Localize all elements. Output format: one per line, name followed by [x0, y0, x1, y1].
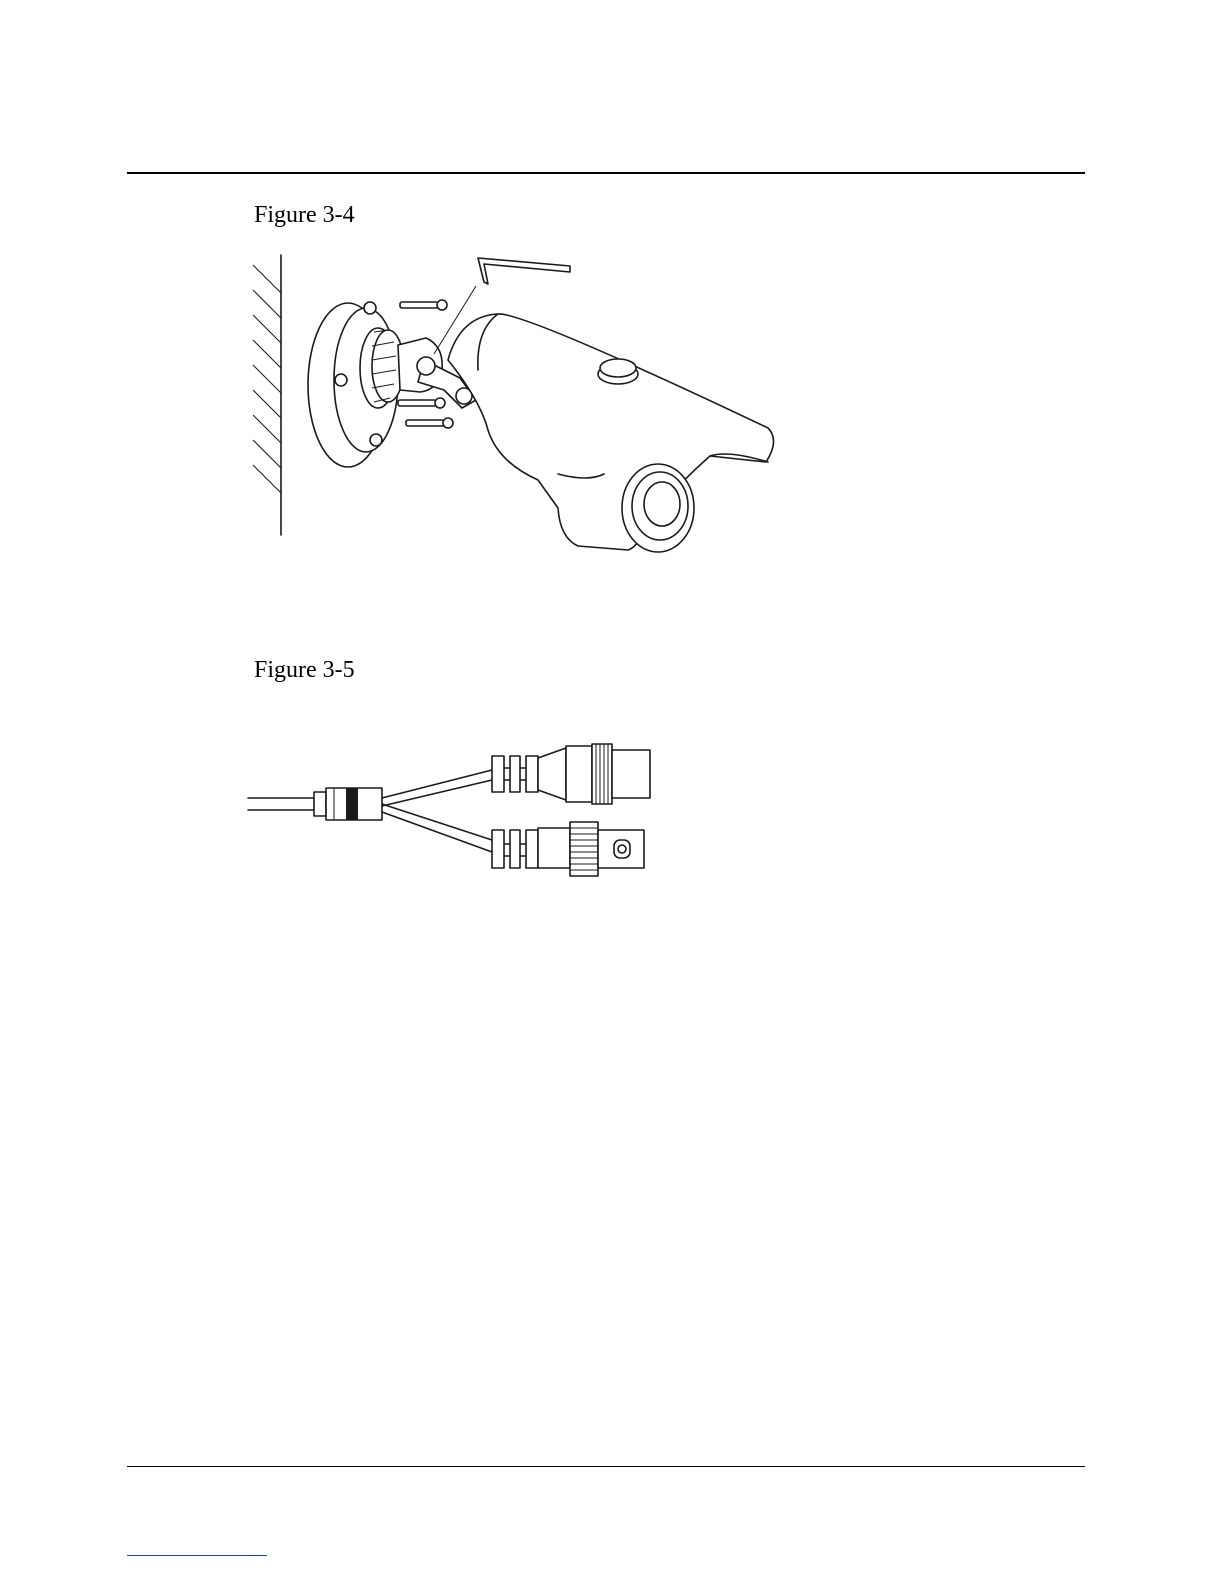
camera-body: [448, 314, 774, 550]
footnote-link-line: [127, 1555, 267, 1556]
figure-3-5-illustration: [248, 740, 668, 890]
hex-key: [478, 258, 570, 284]
main-cable: [248, 798, 314, 810]
splitter-boot: [314, 788, 382, 820]
video-branch-wire: [382, 804, 492, 852]
bnc-connector: [492, 822, 644, 876]
header-rule: [127, 172, 1085, 174]
shield-knob: [598, 359, 638, 384]
wall-hatching: [253, 255, 281, 535]
swivel-ring: [360, 328, 404, 408]
figure-3-5-caption: Figure 3-5: [254, 657, 355, 683]
figure-3-4-illustration: [248, 250, 788, 560]
figure-3-4-caption: Figure 3-4: [254, 202, 355, 228]
camera-lens: [622, 464, 694, 552]
power-branch-wire: [382, 770, 492, 806]
power-connector: [492, 744, 650, 804]
footer-rule: [127, 1466, 1085, 1467]
